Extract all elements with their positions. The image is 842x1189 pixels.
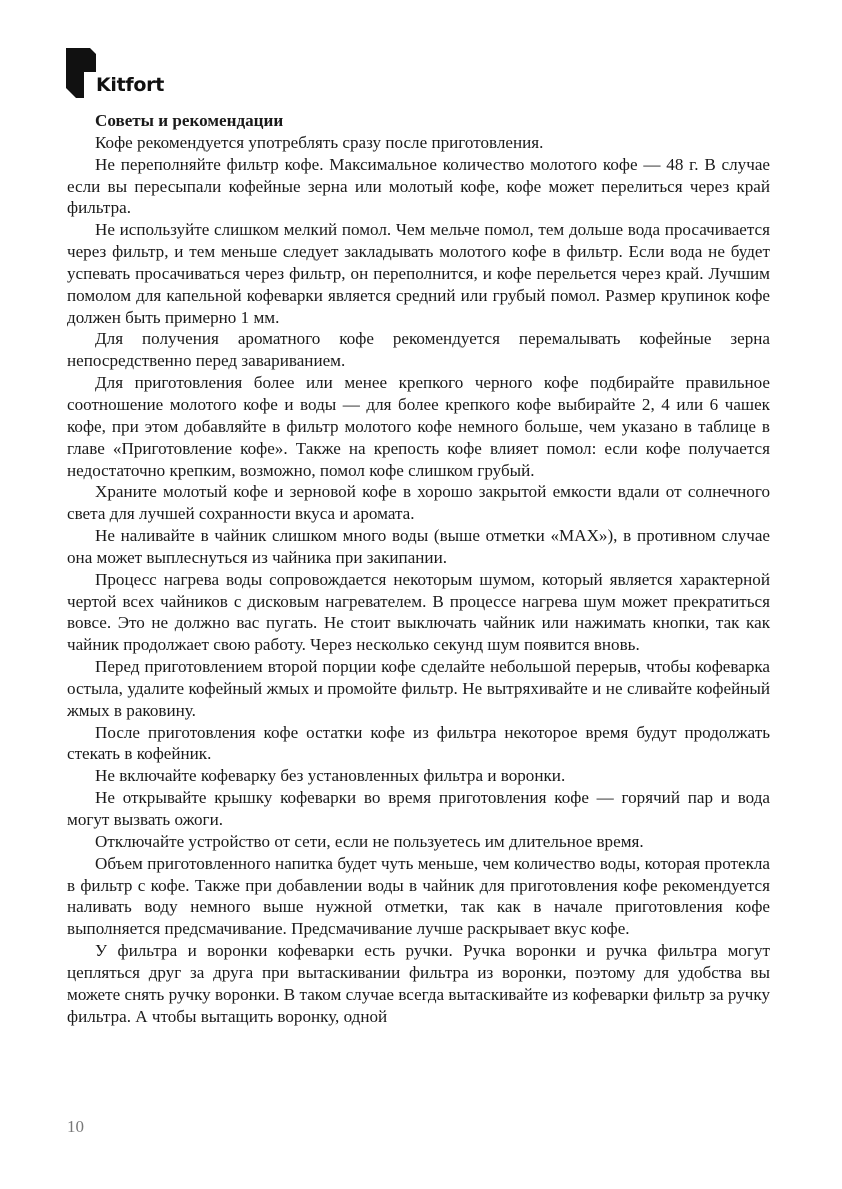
paragraph: Для получения ароматного кофе рекомендуется перемалывать кофейные зерна непосредственно перед завариванием. [67, 329, 770, 371]
document-body [67, 110, 770, 1027]
paragraph: Не переполняйте фильтр кофе. Максимальное количество молотого кофе — 48 г. В случае если вы пересыпали кофейные зерна или молотый кофе, кофе может перелиться через край фильтра. [67, 154, 770, 218]
paragraph: Не наливайте в чайник слишком много воды (выше отметки «MAX»), в противном случае она может выплеснуться из чайника при закипании. [67, 526, 770, 567]
paragraph: Кофе рекомендуется употреблять сразу после приготовления. [95, 132, 544, 152]
page-number: 10 [67, 1117, 84, 1136]
paragraph: После приготовления кофе остатки кофе из фильтра некоторое время будут продолжать стекать в кофейник. [67, 722, 770, 764]
paragraph: Не используйте слишком мелкий помол. Чем мельче помол, тем дольше вода просачивается через фильтр, и тем меньше следует закладывать молотого кофе в фильтр. Если вода не будет успевать просачиваться через фильтр, он переполнится, и кофе перельется через край. Лучшим помолом для капельной кофеварки является средний или грубый помол. Размер крупинок кофе должен быть примерно 1 мм. [67, 220, 770, 327]
paragraph: Отключайте устройство от сети, если не пользуетесь им длительное время. [95, 831, 644, 851]
paragraph: Не включайте кофеварку без установленных фильтра и воронки. [95, 766, 566, 786]
paragraph: Процесс нагрева воды сопровождается некоторым шумом, который является характерной чертой всех чайников с дисковым нагревателем. В процессе нагрева шум может прекратиться вовсе. Это не должно вас пугать. Не стоит выключать чайник или нажимать кнопки, так как чайник продолжает свою работу. Через несколько секунд шум появится вновь. [67, 569, 770, 655]
section-title: Советы и рекомендации [95, 111, 284, 130]
paragraph: У фильтра и воронки кофеварки есть ручки. Ручка воронки и ручка фильтра могут цепляться друг за друга при вытаскивании фильтра из воронки, поэтому для удобства вы можете снять ручку воронки. В таком случае всегда вытаскивайте из кофеварки фильтр за ручку фильтра. А чтобы вытащить воронку, одной [67, 941, 770, 1026]
paragraph: Объем приготовленного напитка будет чуть меньше, чем количество воды, которая протекла в фильтр с кофе. Также при добавлении воды в чайник для приготовления кофе рекомендуется наливать воду немного выше нужной отметки, так как в начале приготовления кофе выполняется предсмачивание. Предсмачивание лучше раскрывает вкус кофе. [67, 853, 770, 939]
paragraph: Не открывайте крышку кофеварки во время приготовления кофе — горячий пар и вода могут вызвать ожоги. [67, 788, 770, 829]
paragraph: Перед приготовлением второй порции кофе сделайте небольшой перерыв, чтобы кофеварка остыла, удалите кофейный жмых и промойте фильтр. Не вытряхивайте и не сливайте кофейный жмых в раковину. [67, 657, 770, 720]
paragraph: Для приготовления более или менее крепкого черного кофе подбирайте правильное соотношение молотого кофе и воды — для более крепкого кофе выбирайте 2, 4 или 6 чашек кофе, при этом добавляйте в фильтр молотого кофе немного больше, чем указано в таблице в главе «Приготовление кофе». Также на крепость кофе влияет помол: если кофе получается недостаточно крепким, возможно, помол кофе слишком грубый. [67, 373, 770, 480]
kitfort-logo-icon [66, 48, 96, 98]
brand-logo [66, 48, 266, 100]
paragraph: Храните молотый кофе и зерновой кофе в хорошо закрытой емкости вдали от солнечного света для лучшей сохранности вкуса и аромата. [67, 482, 770, 524]
brand-name: Kitfort [96, 74, 164, 96]
